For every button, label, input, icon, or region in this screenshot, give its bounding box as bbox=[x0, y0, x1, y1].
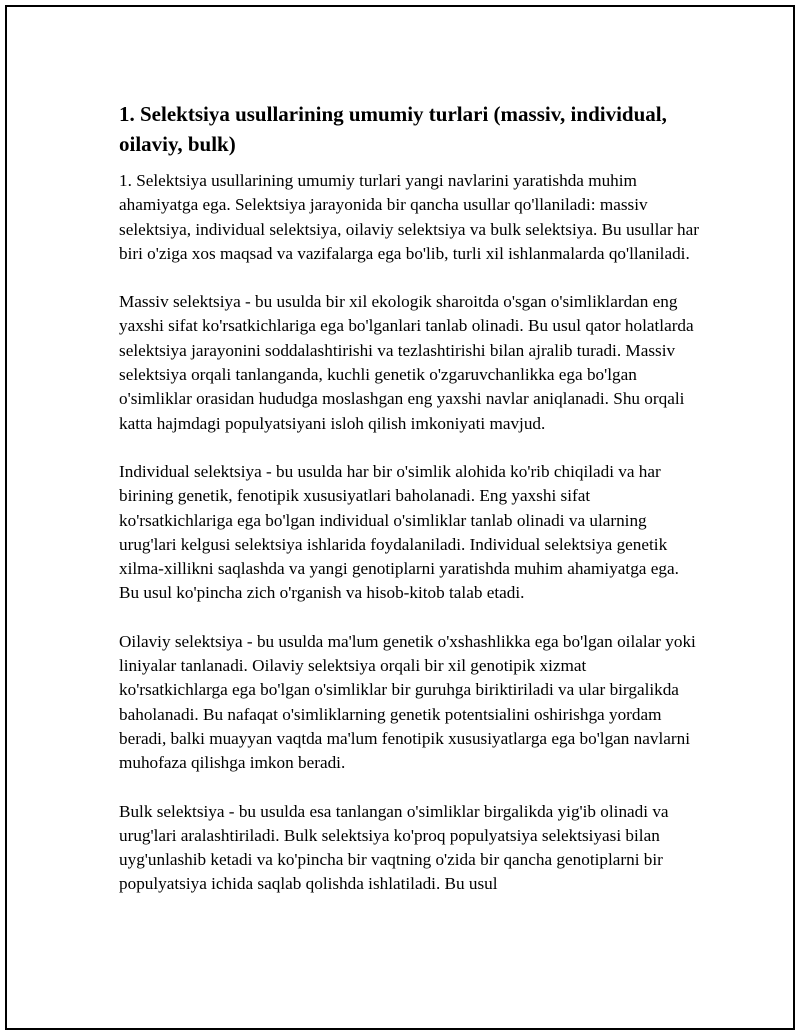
page-frame bbox=[5, 5, 795, 1030]
document-title: 1. Selektsiya usullarining umumiy turlari (massiv, individual, oilaviy, bulk) bbox=[119, 102, 667, 156]
paragraph-bulk: Bulk selektsiya - bu usulda esa tanlangan o'simliklar birgalikda yig'ib olinadi va urug'lari aralashtiriladi. Bulk selektsiya ko'proq populyatsiya selektsiyasi bilan uyg'unlashib ketadi va ko'pincha bir vaqtning o'zida bir qancha genotiplarni bir populyatsiya ichida saqlab qolishda ishlatiladi. Bu usul bbox=[119, 801, 669, 894]
paragraph-intro: 1. Selektsiya usullarining umumiy turlari yangi navlarini yaratishda muhim ahamiyatga ega. Selektsiya jarayonida bir qancha usullar qo'llaniladi: massiv selektsiya, individual selektsiya, oilaviy selektsiya va bulk selektsiya. Bu usullar har biri o'ziga xos maqsad va vazifalarga ega bo'lib, turli xil ishlanmalarda qo'llaniladi. bbox=[119, 171, 699, 263]
document-body bbox=[119, 99, 699, 897]
paragraph-oilaviy: Oilaviy selektsiya - bu usulda ma'lum genetik o'xshashlikka ega bo'lgan oilalar yoki liniyalar tanlanadi. Oilaviy selektsiya orqali bir xil genotipik xizmat ko'rsatkichlarga ega bo'lgan o'simliklar bir guruhga biriktiriladi va ular birgalikda baholanadi. Bu nafaqat o'simliklarning genetik potentsialini oshirishga yordam beradi, balki muayyan vaqtda ma'lum fenotipik xususiyatlarga ega bo'lgan navlarni muhofaza qilishga imkon beradi. bbox=[119, 631, 696, 773]
paragraph-massiv: Massiv selektsiya - bu usulda bir xil ekologik sharoitda o'sgan o'simliklardan eng yaxshi sifat ko'rsatkichlariga ega bo'lganlari tanlab olinadi. Bu usul qator holatlarda selektsiya jarayonini soddalashtirishi va tezlashtirishi bilan ajralib turadi. Massiv selektsiya orqali tanlanganda, kuchli genetik o'zgaruvchanlikka ega bo'lgan o'simliklar orasidan hududga moslashgan eng yaxshi navlar aniqlanadi. Shu orqali katta hajmdagi populyatsiyani isloh qilish imkoniyati mavjud. bbox=[119, 292, 694, 433]
paragraph-individual: Individual selektsiya - bu usulda har bir o'simlik alohida ko'rib chiqiladi va har birining genetik, fenotipik xususiyatlari baholanadi. Eng yaxshi sifat ko'rsatkichlariga ega bo'lgan individual o'simliklar tanlab olinadi va ularning urug'lari kelgusi selektsiya ishlarida foydalaniladi. Individual selektsiya genetik xilma-xillikni saqlashda va yangi genotiplarni yaratishda muhim ahamiyatga ega. Bu usul ko'pincha zich o'rganish va hisob-kitob talab etadi. bbox=[119, 461, 679, 603]
